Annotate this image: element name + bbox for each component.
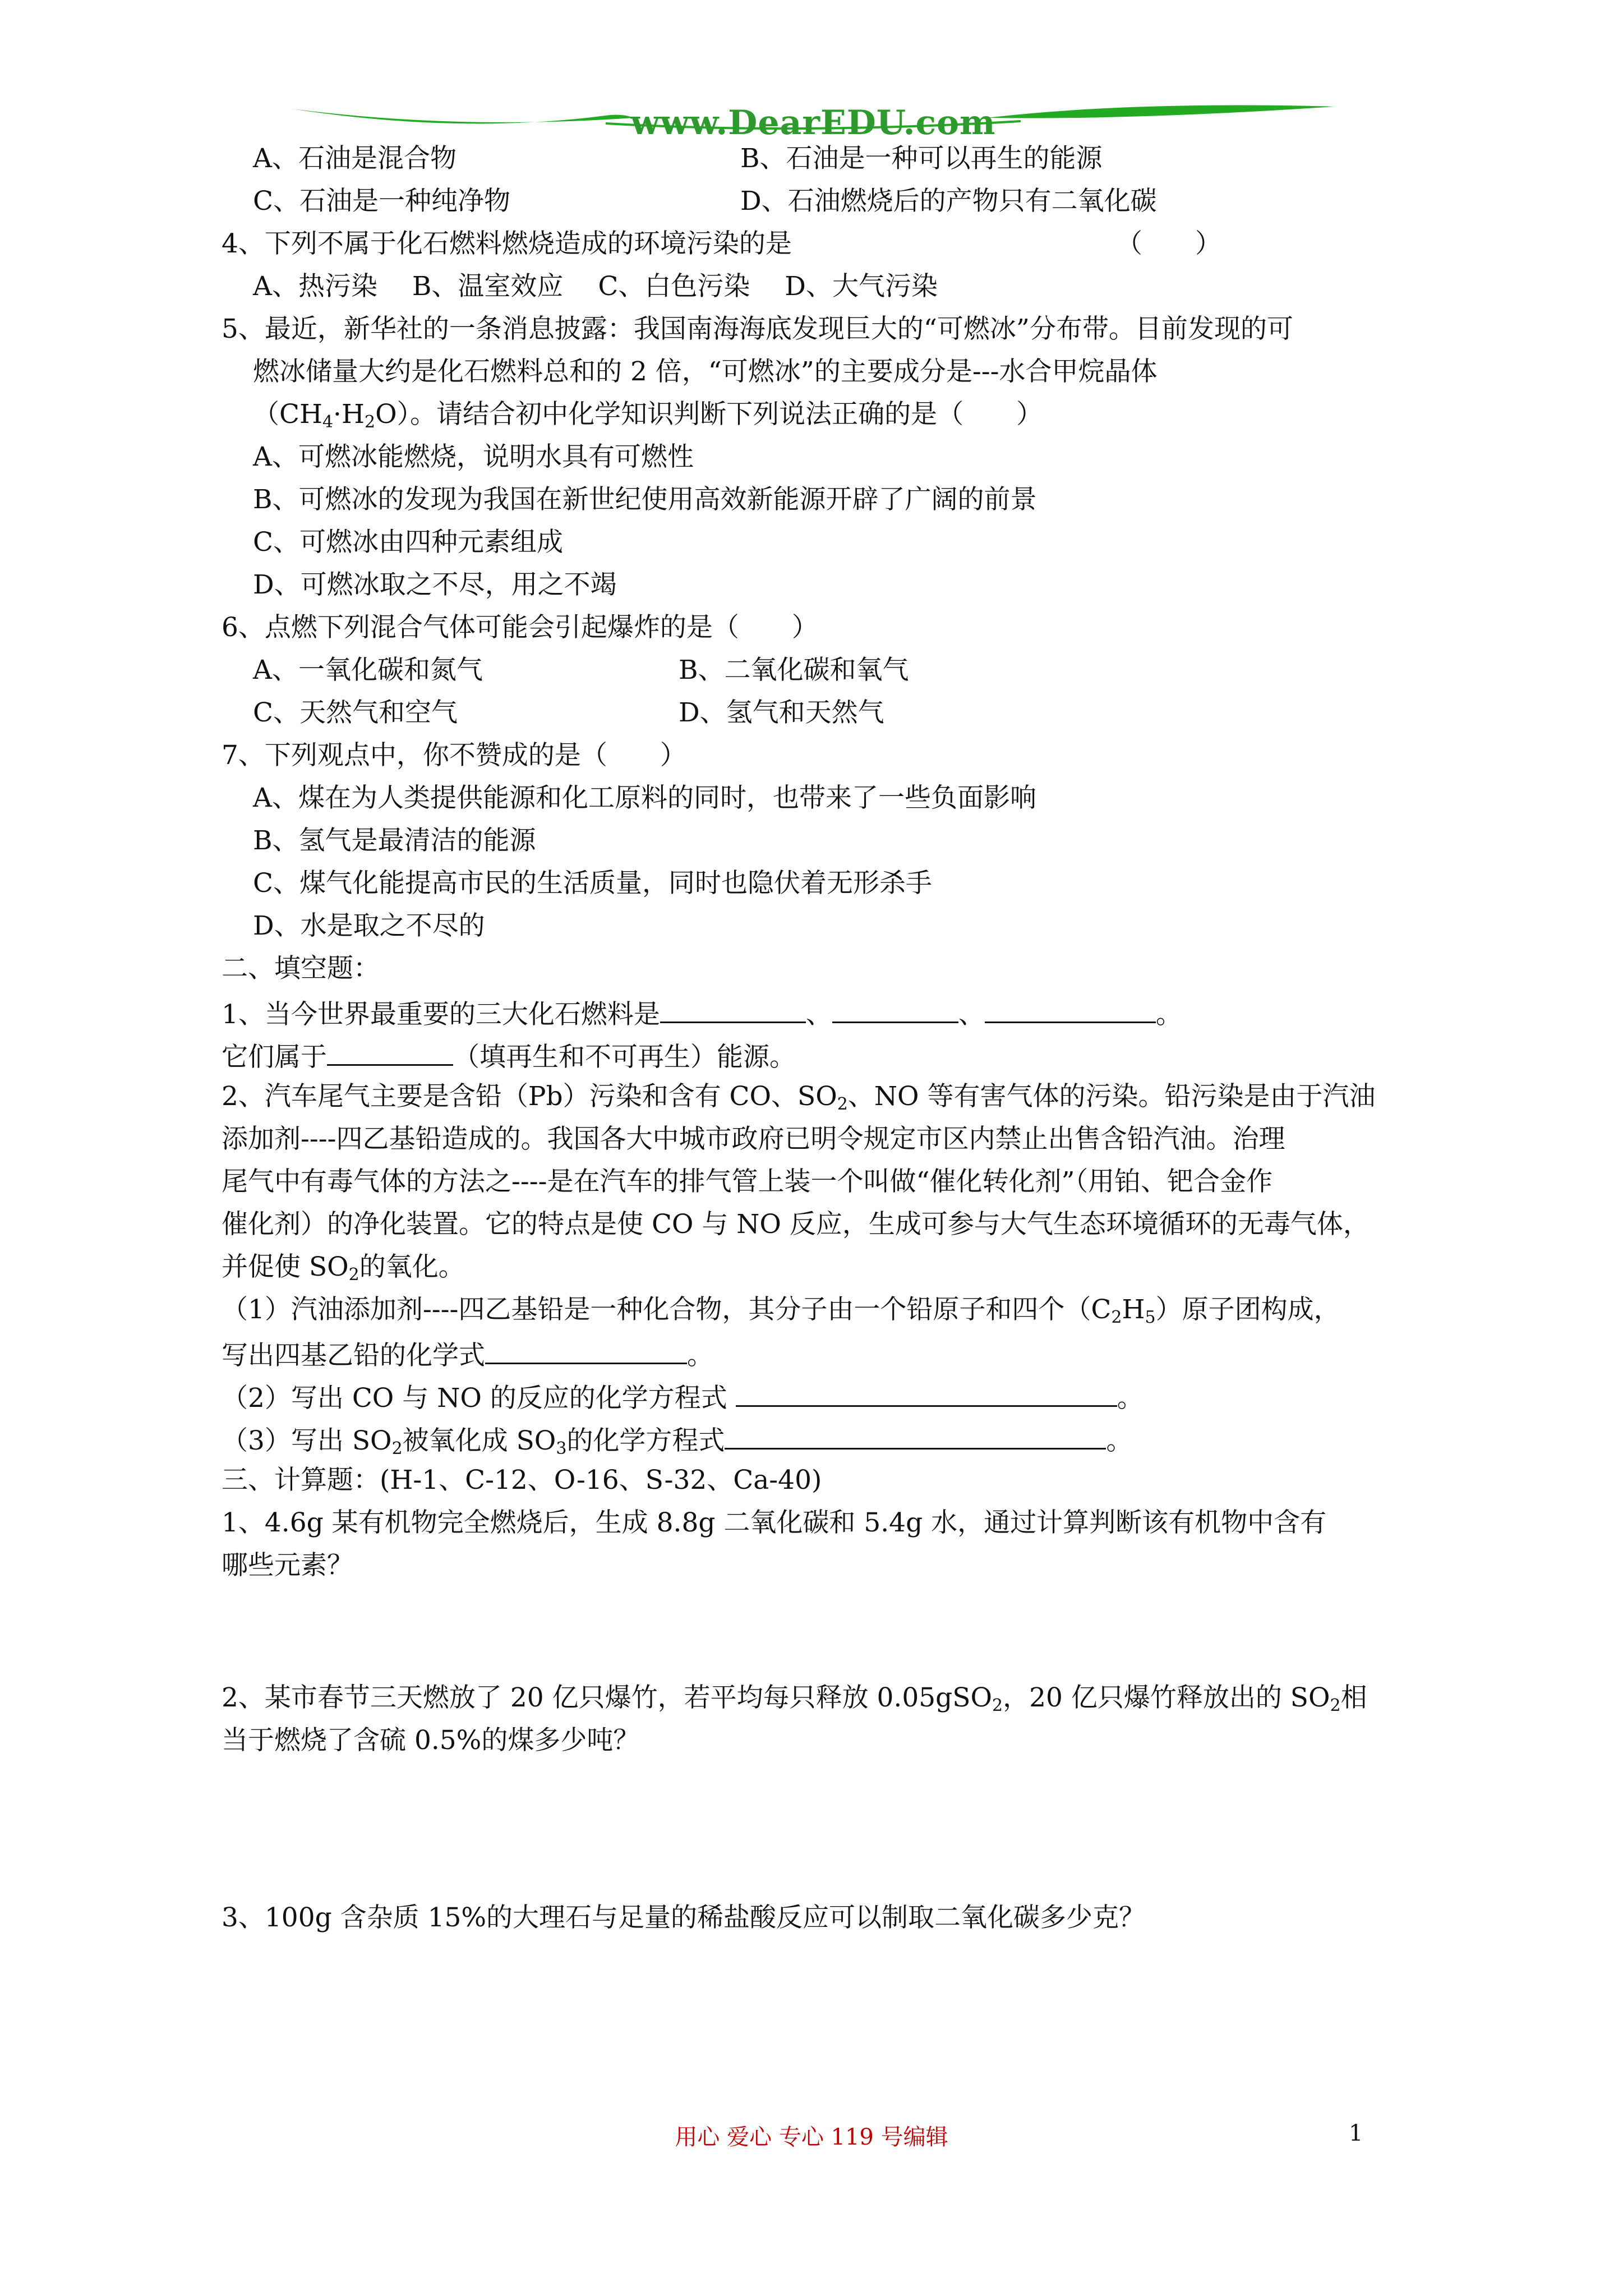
option-d: D、水是取之不尽的	[253, 910, 485, 941]
q7-stem: 7、下列观点中，你不赞成的是（ ）	[222, 740, 686, 771]
q5-stem-line2: 燃冰储量大约是化石燃料总和的 2 倍，“可燃冰”的主要成分是---水合甲烷晶体	[253, 356, 1158, 387]
fill-q2-part2: （2）写出 CO 与 NO 的反应的化学方程式 。	[222, 1374, 1422, 1416]
footer-note: 用心 爱心 专心 119 号编辑	[675, 2124, 948, 2150]
q5-stem-line1: 5、最近，新华社的一条消息披露：我国南海海底发现巨大的“可燃冰”分布带。目前发现的可	[222, 314, 1293, 344]
calc-q3: 3、100g 含杂质 15%的大理石与足量的稀盐酸反应可以制取二氧化碳多少克？	[222, 1902, 1146, 1933]
option-d: D、氢气和天然气	[679, 697, 884, 728]
q3-options-row2	[222, 180, 1422, 223]
option-b: B、二氧化碳和氧气	[679, 655, 909, 685]
fill-q2-part1-line2: 写出四基乙铅的化学式 。	[222, 1331, 1422, 1374]
q6-options-row1	[222, 649, 1422, 692]
q6-stem: 6、点燃下列混合气体可能会引起爆炸的是（ ）	[222, 612, 818, 643]
calc-q2-line2: 当于燃烧了含硫 0.5%的煤多少吨？	[222, 1725, 640, 1756]
fill-q1-line2: 它们属于 （填再生和不可再生）能源。	[222, 1033, 1422, 1075]
answer-blank[interactable]	[485, 1331, 687, 1364]
q5-stem-line3: $(CH_4\cdot H_2O)$。请结合初中化学知识判断下列说法正确的是（ ）	[253, 399, 1043, 432]
option-c: C、石油是一种纯净物	[253, 186, 510, 217]
exam-content	[222, 137, 1422, 1939]
option-a: A、可燃冰能燃烧，说明水具有可燃性	[253, 441, 694, 472]
q6-options-row2	[222, 692, 1422, 734]
answer-blank[interactable]	[736, 1374, 1117, 1407]
header-banner	[292, 101, 1335, 143]
fill-q2-line3: 尾气中有毒气体的方法之----是在汽车的排气管上装一个叫做“催化转化剂”（用铂、钯合金作	[222, 1166, 1273, 1197]
answer-space[interactable]	[222, 1762, 1422, 1897]
option-a: A、石油是混合物	[253, 143, 457, 174]
section-title-calculation: 三、计算题：(H-1、C-12、O-16、S-32、Ca-40)	[222, 1465, 822, 1496]
q4-stem: 4、下列不属于化石燃料燃烧造成的环境污染的是 （ ）	[222, 223, 1422, 265]
answer-blank[interactable]	[985, 990, 1156, 1023]
option-a: A、煤在为人类提供能源和化工原料的同时，也带来了一些负面影响	[253, 783, 1036, 813]
fill-q2-line5: 并促使 $SO_2$的氧化。	[222, 1251, 465, 1285]
option-b: B、可燃冰的发现为我国在新世纪使用高效新能源开辟了广阔的前景	[253, 484, 1037, 515]
fill-q2-line2: 添加剂----四乙基铅造成的。我国各大中城市政府已明令规定市区内禁止出售含铅汽油。治理	[222, 1124, 1285, 1154]
fill-q2-line4: 催化剂）的净化装置。它的特点是使 CO 与 NO 反应，生成可参与大气生态环境循环的无毒气体，	[222, 1209, 1370, 1240]
answer-blank[interactable]	[832, 990, 958, 1023]
option-a: A、一氧化碳和氮气	[253, 655, 483, 685]
calc-q1-line1: 1、4.6g 某有机物完全燃烧后，生成 8.8g 二氧化碳和 5.4g 水，通过计算判断该有机物中含有	[222, 1507, 1327, 1538]
page-number: 1	[1349, 2120, 1363, 2146]
answer-space[interactable]	[222, 1587, 1422, 1677]
option-d: D、可燃冰取之不尽，用之不竭	[253, 569, 617, 600]
brand-logo-text: www.DearEDU.com	[630, 103, 996, 142]
fill-q1-line1: 1、当今世界最重要的三大化石燃料是 、 、 。	[222, 990, 1422, 1033]
calc-q1-line2: 哪些元素？	[222, 1550, 353, 1581]
option-b: B、石油是一种可以再生的能源	[740, 143, 1103, 174]
option-d: D、石油燃烧后的产物只有二氧化碳	[740, 186, 1157, 217]
fill-q2-part3: （3）写出 $SO_2$被氧化成 $SO_3$的化学方程式 。	[222, 1416, 1422, 1459]
option-c: C、天然气和空气	[253, 697, 458, 728]
q4-options: A、热污染 B、温室效应 C、白色污染 D、大气污染	[253, 271, 938, 302]
calc-q2-line1: 2、某市春节三天燃放了 20 亿只爆竹，若平均每只释放 0.05gSO$_2$，20 亿只爆竹释放出的 $SO_2$相	[222, 1682, 1367, 1715]
option-c: C、煤气化能提高市民的生活质量，同时也隐伏着无形杀手	[253, 868, 932, 899]
option-c: C、可燃冰由四种元素组成	[253, 527, 563, 558]
answer-blank[interactable]	[660, 990, 806, 1023]
fill-q2-line1: 2、汽车尾气主要是含铅（Pb）污染和含有 CO、$SO_2$、NO 等有害气体的污染。铅污染是由于汽油	[222, 1081, 1376, 1114]
q3-options-row1	[222, 137, 1422, 180]
fill-q2-part1: （1）汽油添加剂----四乙基铅是一种化合物，其分子由一个铅原子和四个$(C_2H_5)$原子团构成，	[222, 1294, 1340, 1327]
answer-blank[interactable]	[725, 1416, 1106, 1450]
answer-paren: （ ）	[1116, 228, 1221, 259]
answer-blank[interactable]	[327, 1033, 453, 1066]
section-title-fill-in: 二、填空题：	[222, 953, 380, 984]
option-b: B、氢气是最清洁的能源	[253, 825, 536, 856]
